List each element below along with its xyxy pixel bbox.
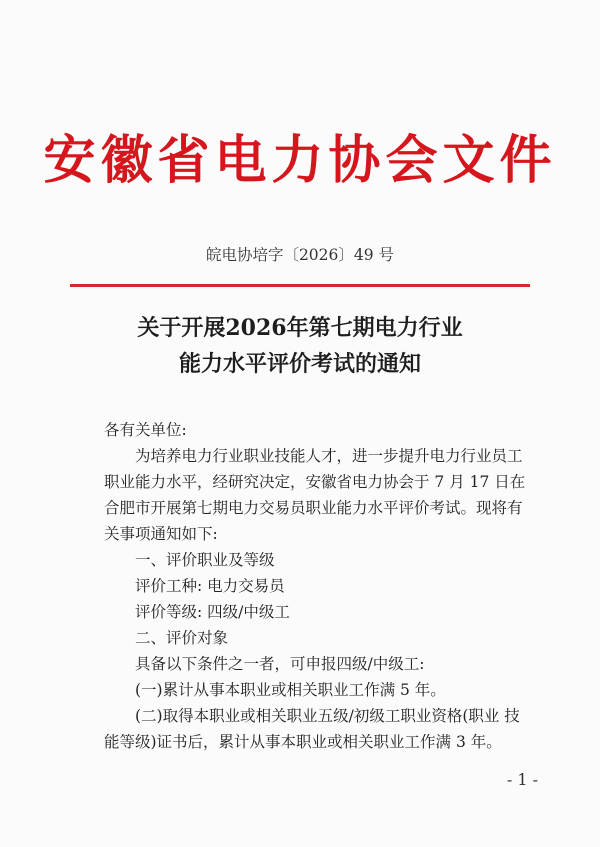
intro-paragraph: 为培养电力行业职业技能人才，进一步提升电力行业员工职业能力水平，经研究决定，安徽省电力协会于 7 月 17 日在合肥市开展第七期电力交易员职业能力水平评价考试。现将有关事项通知如下: <box>104 447 526 543</box>
notice-title-line-1: 关于开展2026年第七期电力行业 <box>137 315 463 341</box>
section-1-heading: 一、评价职业及等级 <box>135 551 275 569</box>
notice-title-line-2: 能力水平评价考试的通知 <box>178 351 421 377</box>
notice-body <box>104 417 534 755</box>
condition-1: (一)累计从事本职业或相关职业工作满 5 年。 <box>135 681 446 699</box>
page-number: - 1 - <box>506 770 538 789</box>
condition-2: (二)取得本职业或相关职业五级/初级工职业资格(职业 技能等级)证书后，累计从事本职业或相关职业工作满 3 年。 <box>104 707 520 751</box>
notice-title <box>0 310 600 382</box>
salutation: 各有关单位: <box>104 421 187 439</box>
document-header-title: 安徽省电力协会文件 <box>43 131 557 191</box>
job-level: 评价等级: 四级/中级工 <box>135 603 290 621</box>
eligibility-intro: 具备以下条件之一者，可申报四级/中级工: <box>135 655 425 673</box>
job-type: 评价工种: 电力交易员 <box>135 577 285 595</box>
red-divider-rule <box>70 284 530 287</box>
document-number: 皖电协培字〔2026〕49 号 <box>205 246 395 264</box>
section-2-heading: 二、评价对象 <box>135 629 229 647</box>
